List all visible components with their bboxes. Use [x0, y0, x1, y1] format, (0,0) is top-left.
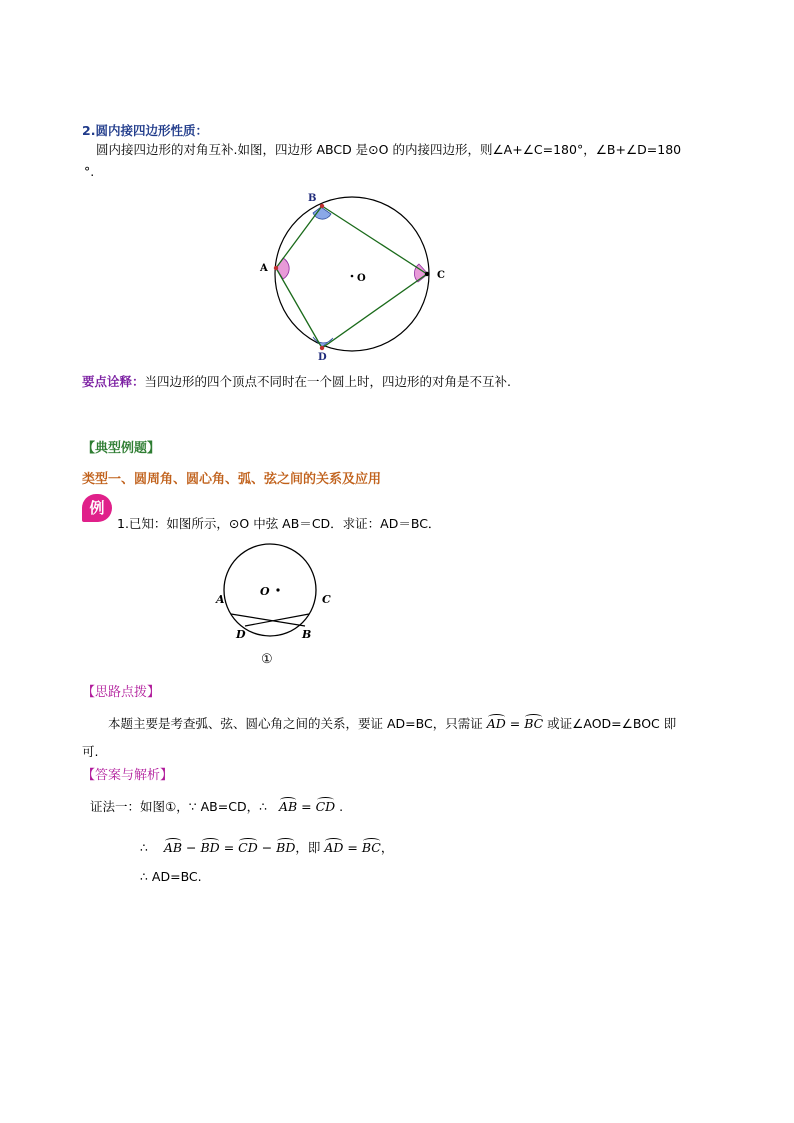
- center-o-dot: [351, 275, 354, 278]
- label-o-2: O: [260, 585, 270, 598]
- hint-text-line1: 本题主要是考查弧、弦、圆心角之间的关系，要证 AD=BC，只需证 AD = BC 或证∠AOD=∠BOC 即: [108, 716, 677, 731]
- type1-heading: 类型一、圆周角、圆心角、弧、弦之间的关系及应用: [82, 472, 382, 487]
- property-text-line1: 圆内接四边形的对角互补.如图，四边形 ABCD 是⊙O 的内接四边形，则∠A+∠C=180°，∠B+∠D=180: [96, 142, 682, 157]
- arc-cd-2: CD: [238, 840, 258, 855]
- hint-text-part2: 或证∠AOD=∠BOC 即: [547, 716, 677, 731]
- proof-line2-prefix: ∴: [140, 840, 148, 855]
- circle-o: [275, 197, 429, 351]
- property-text-line2: °.: [84, 164, 95, 179]
- hint-heading: 【思路点拨】: [82, 685, 161, 700]
- arc-ad: AD: [486, 716, 506, 731]
- label-o: O: [357, 273, 366, 284]
- hint-text-part1: 本题主要是考查弧、弦、圆心角之间的关系，要证 AD=BC，只需证: [108, 716, 483, 731]
- label-a-2: A: [216, 593, 225, 606]
- proof-line2: ∴ AB − BD = CD − BD，即 AD = BC，: [140, 840, 394, 855]
- center-o-dot-2: [276, 588, 279, 591]
- arc-ab-2: AB: [163, 840, 183, 855]
- label-c: C: [437, 270, 445, 281]
- label-c-2: C: [322, 593, 331, 606]
- arc-ab: AB: [278, 799, 298, 814]
- figure-caption: ①: [261, 652, 273, 667]
- proof-line1: 证法一：如图①，∵ AB=CD，∴ AB = CD .: [90, 799, 344, 814]
- example1-text: 1.已知：如图所示，⊙O 中弦 AB＝CD．求证：AD＝BC．: [117, 516, 441, 531]
- circle-o-2: [224, 544, 316, 636]
- circle-chords-figure: [210, 540, 340, 670]
- answer-heading: 【答案与解析】: [82, 768, 174, 783]
- proof-line1-prefix: 证法一：如图①，∵ AB=CD，∴: [90, 799, 268, 814]
- chord-ab: [231, 614, 305, 626]
- arc-bd-2: BD: [276, 840, 296, 855]
- key-note: [82, 374, 511, 390]
- proof-line2-mid: ，即: [295, 840, 321, 855]
- arc-bc: BC: [524, 716, 544, 731]
- section-heading: 2.圆内接四边形性质：: [82, 123, 208, 138]
- arc-bc-2: BC: [361, 840, 381, 855]
- key-note-label: 要点诠释：: [82, 374, 145, 389]
- proof-line2-end: ，: [380, 840, 394, 855]
- key-note-text: 当四边形的四个顶点不同时在一个圆上时，四边形的对角是不互补.: [144, 374, 511, 389]
- vertex-c: [425, 272, 429, 276]
- cyclic-quadrilateral-figure: [255, 188, 455, 363]
- label-b-2: B: [302, 628, 312, 641]
- vertex-a: [274, 266, 278, 270]
- angle-b-mark: [313, 207, 331, 219]
- hint-text-line2: 可.: [82, 744, 99, 759]
- arc-ad-2: AD: [324, 840, 344, 855]
- vertex-b: [320, 204, 324, 208]
- arc-cd: CD: [315, 799, 336, 814]
- label-b: B: [308, 193, 317, 204]
- label-d: D: [318, 352, 327, 363]
- chord-cd: [245, 614, 309, 626]
- vertex-d: [320, 346, 324, 350]
- proof-line3: ∴ AD=BC.: [140, 869, 202, 884]
- label-d-2: D: [236, 628, 246, 641]
- arc-bd: BD: [200, 840, 220, 855]
- typical-examples-heading: 【典型例题】: [82, 441, 161, 456]
- label-a: A: [260, 263, 268, 274]
- example-badge-icon: 例: [82, 494, 112, 522]
